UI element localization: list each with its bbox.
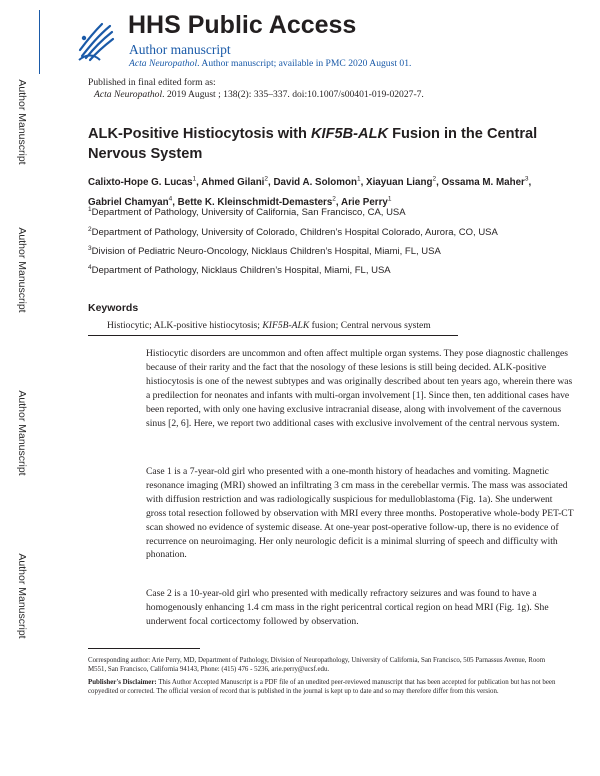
journal-name: Acta Neuropathol	[129, 58, 198, 69]
availability-text: . Author manuscript; available in PMC 2020 August 01.	[197, 58, 412, 69]
author: David A. Solomon$^1$,	[273, 176, 367, 189]
hhs-public-access-title: HHS Public Access	[128, 11, 357, 39]
author-manuscript-label: Author manuscript	[129, 42, 231, 57]
author: Ossama M. Maher$^3$,	[441, 176, 532, 189]
footnote-divider	[88, 648, 200, 649]
author: Arie Perry$^1$	[341, 195, 392, 208]
author: Ahmed Gilani$^2$,	[201, 176, 274, 189]
published-label: Published in final edited form as:	[88, 77, 216, 88]
citation-line	[94, 89, 424, 100]
affiliation: $^3$Division of Pediatric Neuro-Oncology, Nicklaus Children’s Hospital, Miami, FL, USA	[88, 245, 441, 258]
title-gene: KIF5B-ALK	[311, 126, 389, 142]
side-label: Author Manuscript	[16, 553, 28, 639]
side-label: Author Manuscript	[16, 79, 28, 165]
keywords-heading: Keywords	[88, 302, 139, 314]
journal-availability	[129, 58, 411, 69]
affiliation: $^4$Department of Pathology, Nicklaus Children’s Hospital, Miami, FL, USA	[88, 264, 391, 277]
body-paragraph: Case 1 is a 7-year-old girl who presented with a one-month history of headaches and vomiting. Magnetic resonance imaging (MRI) showed an infiltrating 3 cm mass in the cerebellar vermis. The mass was associated with diffusion restriction and was radiologically suspicious for medulloblastoma (Fig. 1a). She underwent gross total resection followed by observation with MRI every three months. Postoperative whole-body PET-CT scan showed no evidence of systemic disease. At one-year post-operative follow-up, there is no evidence of recurrence on neuroimaging. Her only neurologic deficit is a minimal slurring of speech and difficulty with phonation.	[146, 466, 574, 561]
side-label: Author Manuscript	[16, 390, 28, 476]
publisher-disclaimer: Publisher's Disclaimer: This Author Accepted Manuscript is a PDF file of an unedited peer-reviewed manuscript that has been accepted for publication but has not been copyedited or corrected. The official version of record that is published in the journal is kept up to date and so may therefore differ from this version.	[88, 679, 556, 696]
rail-rule	[39, 10, 40, 74]
keywords-divider	[88, 335, 458, 336]
author: Gabriel Chamyan$^4$,	[88, 195, 178, 208]
body-paragraph: Case 2 is a 10-year-old girl who presented with medically refractory seizures and was found to have a homogenously enhancing 1.4 cm mass in the right pericentral cortical region on head MRI (Fig. 1g). She underwent focal corticectomy followed by observation.	[146, 588, 549, 627]
side-label: Author Manuscript	[16, 227, 28, 313]
article-title	[88, 124, 558, 164]
hhs-eagle-logo	[76, 16, 116, 64]
title-part-2: Fusion in the Central Nervous System	[88, 126, 538, 162]
citation-journal: Acta Neuropathol	[94, 89, 163, 100]
author: Calixto-Hope G. Lucas$^1$,	[88, 176, 202, 189]
affiliation: $^2$Department of Pathology, University of Colorado, Children’s Hospital Colorado, Aurora, CO, USA	[88, 226, 498, 239]
citation-details: . 2019 August ; 138(2): 335–337. doi:10.1007/s00401-019-02027-7.	[162, 89, 424, 100]
corresponding-author-note: Corresponding author: Arie Perry, MD, Department of Pathology, Division of Neuropathology, University of California, San Francisco, 505 Parnassus Avenue, Room M551, San Francisco, California 94143, Phone: (415) 476 - 5236, arie.perry@ucsf.edu.	[88, 657, 546, 674]
body-paragraph: Histiocytic disorders are uncommon and often affect multiple organ systems. They pose diagnostic challenges because of their rarity and the fact that the nosology of these lesions is still being decided. ALK-positive histiocytosis is one of the newest subtypes and was originally described about ten years ago, wherein there was a predilection for neonates and infants with multi-organ involvement [1]. Since then, ten additional cases have been reported, with only one having exclusive intracranial disease, along with involvement of the cavernous sinus [2, 6]. Here, we report two additional cases with exclusive involvement of the central nervous system.	[146, 348, 573, 429]
author-list	[88, 172, 558, 211]
keywords-list: Histiocytic; ALK-positive histiocytosis; KIF5B-ALK fusion; Central nervous system	[107, 320, 431, 331]
author: Xiayuan Liang$^2$,	[366, 176, 442, 189]
affiliation: $^1$Department of Pathology, University of California, San Francisco, CA, USA	[88, 206, 406, 219]
author: Bette K. Kleinschmidt-Demasters$^2$,	[177, 195, 342, 208]
title-part-1: ALK-Positive Histiocytosis with	[88, 126, 311, 142]
side-rail	[0, 0, 44, 776]
